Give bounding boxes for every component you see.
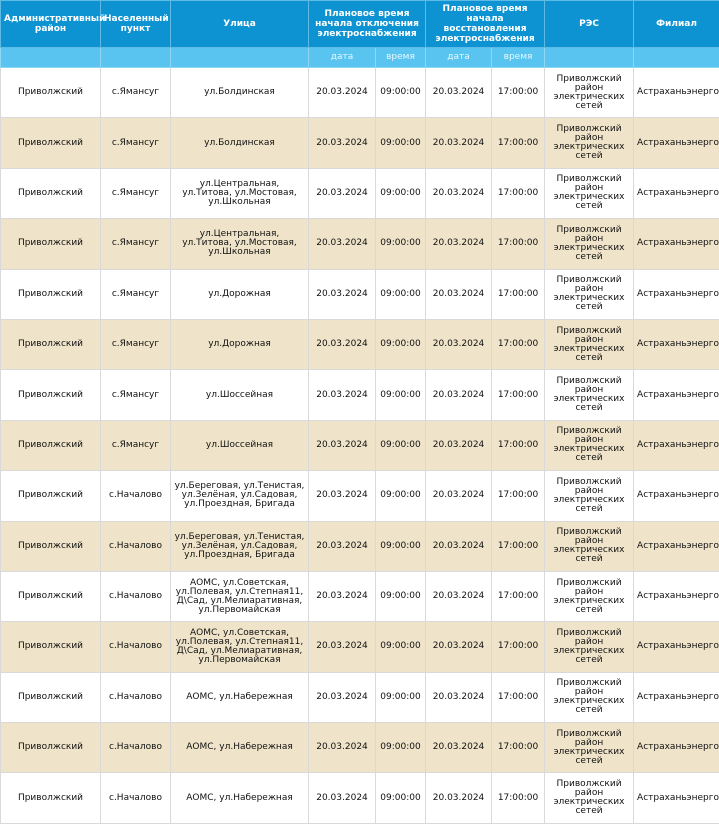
cell-branch: Астраханьэнерго — [634, 219, 719, 269]
cell-settlement: с.Ямансуг — [101, 319, 171, 369]
header-district: Административный район — [1, 1, 101, 48]
cell-settlement: с.Началово — [101, 773, 171, 823]
header-branch: Филиал — [634, 1, 719, 48]
cell-off-time: 09:00:00 — [376, 370, 426, 420]
header-res: РЭС — [545, 1, 634, 48]
table-row — [1, 269, 719, 319]
cell-district: Приволжский — [1, 723, 101, 773]
cell-off-time: 09:00:00 — [376, 269, 426, 319]
cell-branch: Астраханьэнерго — [634, 723, 719, 773]
cell-on-time: 17:00:00 — [492, 219, 545, 269]
cell-branch: Астраханьэнерго — [634, 622, 719, 672]
cell-branch: Астраханьэнерго — [634, 319, 719, 369]
cell-on-date: 20.03.2024 — [426, 723, 492, 773]
cell-off-date: 20.03.2024 — [309, 118, 376, 168]
cell-street: АОМС, ул.Набережная — [171, 672, 309, 722]
cell-branch: Астраханьэнерго — [634, 672, 719, 722]
cell-on-time: 17:00:00 — [492, 773, 545, 823]
cell-district: Приволжский — [1, 68, 101, 118]
cell-on-date: 20.03.2024 — [426, 68, 492, 118]
cell-off-time: 09:00:00 — [376, 622, 426, 672]
cell-settlement: с.Началово — [101, 521, 171, 571]
cell-off-date: 20.03.2024 — [309, 672, 376, 722]
cell-on-time: 17:00:00 — [492, 370, 545, 420]
cell-street: ул.Болдинская — [171, 118, 309, 168]
cell-street: ул.Шоссейная — [171, 370, 309, 420]
header-settlement: Населенный пункт — [101, 1, 171, 48]
cell-street: ул.Дорожная — [171, 319, 309, 369]
cell-settlement: с.Ямансуг — [101, 269, 171, 319]
table-row — [1, 672, 719, 722]
subheader-empty — [101, 48, 171, 68]
cell-on-date: 20.03.2024 — [426, 319, 492, 369]
cell-off-date: 20.03.2024 — [309, 471, 376, 521]
cell-res: Приволжский район электрических сетей — [545, 168, 634, 218]
table-row — [1, 319, 719, 369]
subheader-empty — [634, 48, 719, 68]
cell-off-date: 20.03.2024 — [309, 571, 376, 621]
cell-res: Приволжский район электрических сетей — [545, 420, 634, 470]
cell-district: Приволжский — [1, 521, 101, 571]
cell-off-time: 09:00:00 — [376, 471, 426, 521]
cell-res: Приволжский район электрических сетей — [545, 471, 634, 521]
cell-district: Приволжский — [1, 269, 101, 319]
cell-district: Приволжский — [1, 319, 101, 369]
cell-off-time: 09:00:00 — [376, 68, 426, 118]
cell-on-date: 20.03.2024 — [426, 471, 492, 521]
cell-district: Приволжский — [1, 471, 101, 521]
subheader-empty — [1, 48, 101, 68]
cell-on-date: 20.03.2024 — [426, 219, 492, 269]
cell-street: АОМС, ул.Советская, ул.Полевая, ул.Степная11, Д\Сад, ул.Мелиаративная, ул.Первомайская — [171, 622, 309, 672]
cell-res: Приволжский район электрических сетей — [545, 370, 634, 420]
table-row — [1, 168, 719, 218]
cell-off-time: 09:00:00 — [376, 723, 426, 773]
cell-off-date: 20.03.2024 — [309, 521, 376, 571]
header-off-time: Плановое время начала отключения электроснабжения — [309, 1, 426, 48]
cell-branch: Астраханьэнерго — [634, 370, 719, 420]
cell-res: Приволжский район электрических сетей — [545, 521, 634, 571]
cell-off-time: 09:00:00 — [376, 521, 426, 571]
cell-off-time: 09:00:00 — [376, 420, 426, 470]
cell-street: ул.Шоссейная — [171, 420, 309, 470]
cell-district: Приволжский — [1, 118, 101, 168]
cell-district: Приволжский — [1, 571, 101, 621]
cell-branch: Астраханьэнерго — [634, 118, 719, 168]
cell-street: АОМС, ул.Советская, ул.Полевая, ул.Степная11, Д\Сад, ул.Мелиаративная, ул.Первомайская — [171, 571, 309, 621]
subheader-on-time: время — [492, 48, 545, 68]
subheader-on-date: дата — [426, 48, 492, 68]
table-row — [1, 571, 719, 621]
table-row — [1, 622, 719, 672]
cell-on-date: 20.03.2024 — [426, 370, 492, 420]
cell-off-time: 09:00:00 — [376, 571, 426, 621]
cell-res: Приволжский район электрических сетей — [545, 319, 634, 369]
cell-on-time: 17:00:00 — [492, 571, 545, 621]
table-row — [1, 723, 719, 773]
cell-settlement: с.Ямансуг — [101, 68, 171, 118]
cell-off-date: 20.03.2024 — [309, 773, 376, 823]
cell-off-date: 20.03.2024 — [309, 723, 376, 773]
cell-off-time: 09:00:00 — [376, 219, 426, 269]
cell-off-time: 09:00:00 — [376, 168, 426, 218]
cell-res: Приволжский район электрических сетей — [545, 269, 634, 319]
cell-on-date: 20.03.2024 — [426, 672, 492, 722]
cell-on-date: 20.03.2024 — [426, 118, 492, 168]
table-row — [1, 118, 719, 168]
cell-on-date: 20.03.2024 — [426, 773, 492, 823]
cell-settlement: с.Началово — [101, 622, 171, 672]
cell-street: АОМС, ул.Набережная — [171, 773, 309, 823]
cell-on-time: 17:00:00 — [492, 521, 545, 571]
cell-res: Приволжский район электрических сетей — [545, 68, 634, 118]
cell-on-time: 17:00:00 — [492, 723, 545, 773]
cell-on-time: 17:00:00 — [492, 622, 545, 672]
subheader-off-date: дата — [309, 48, 376, 68]
table-row — [1, 773, 719, 823]
cell-on-date: 20.03.2024 — [426, 420, 492, 470]
table-row — [1, 420, 719, 470]
cell-district: Приволжский — [1, 219, 101, 269]
cell-res: Приволжский район электрических сетей — [545, 723, 634, 773]
cell-branch: Астраханьэнерго — [634, 521, 719, 571]
cell-branch: Астраханьэнерго — [634, 68, 719, 118]
cell-settlement: с.Ямансуг — [101, 420, 171, 470]
cell-off-date: 20.03.2024 — [309, 420, 376, 470]
cell-settlement: с.Началово — [101, 571, 171, 621]
header-street: Улица — [171, 1, 309, 48]
table-row — [1, 370, 719, 420]
subheader-off-time: время — [376, 48, 426, 68]
cell-off-date: 20.03.2024 — [309, 370, 376, 420]
cell-branch: Астраханьэнерго — [634, 420, 719, 470]
header-on-time: Плановое время начала восстановления электроснабжения — [426, 1, 545, 48]
cell-district: Приволжский — [1, 773, 101, 823]
cell-res: Приволжский район электрических сетей — [545, 672, 634, 722]
cell-settlement: с.Ямансуг — [101, 219, 171, 269]
cell-district: Приволжский — [1, 672, 101, 722]
cell-settlement: с.Ямансуг — [101, 118, 171, 168]
cell-off-time: 09:00:00 — [376, 672, 426, 722]
cell-on-date: 20.03.2024 — [426, 521, 492, 571]
cell-settlement: с.Началово — [101, 672, 171, 722]
cell-street: ул.Центральная, ул.Титова, ул.Мостовая, ул.Школьная — [171, 219, 309, 269]
cell-branch: Астраханьэнерго — [634, 773, 719, 823]
cell-street: ул.Береговая, ул.Тенистая, ул.Зелёная, ул.Садовая, ул.Проездная, Бригада — [171, 521, 309, 571]
cell-street: АОМС, ул.Набережная — [171, 723, 309, 773]
cell-settlement: с.Началово — [101, 471, 171, 521]
cell-district: Приволжский — [1, 370, 101, 420]
cell-street: ул.Центральная, ул.Титова, ул.Мостовая, ул.Школьная — [171, 168, 309, 218]
cell-on-time: 17:00:00 — [492, 68, 545, 118]
cell-off-time: 09:00:00 — [376, 319, 426, 369]
cell-off-date: 20.03.2024 — [309, 68, 376, 118]
table-row — [1, 521, 719, 571]
cell-res: Приволжский район электрических сетей — [545, 571, 634, 621]
subheader-empty — [545, 48, 634, 68]
header-row — [1, 1, 719, 48]
subheader-empty — [171, 48, 309, 68]
cell-branch: Астраханьэнерго — [634, 471, 719, 521]
cell-off-date: 20.03.2024 — [309, 168, 376, 218]
cell-off-date: 20.03.2024 — [309, 219, 376, 269]
cell-off-time: 09:00:00 — [376, 773, 426, 823]
cell-off-date: 20.03.2024 — [309, 319, 376, 369]
cell-street: ул.Дорожная — [171, 269, 309, 319]
table-row — [1, 471, 719, 521]
subheader-row — [1, 48, 719, 68]
cell-res: Приволжский район электрических сетей — [545, 118, 634, 168]
cell-on-time: 17:00:00 — [492, 168, 545, 218]
cell-res: Приволжский район электрических сетей — [545, 773, 634, 823]
cell-on-time: 17:00:00 — [492, 471, 545, 521]
cell-on-time: 17:00:00 — [492, 118, 545, 168]
cell-street: ул.Болдинская — [171, 68, 309, 118]
cell-on-time: 17:00:00 — [492, 420, 545, 470]
table-row — [1, 219, 719, 269]
cell-branch: Астраханьэнерго — [634, 269, 719, 319]
table-row — [1, 68, 719, 118]
cell-off-time: 09:00:00 — [376, 118, 426, 168]
cell-branch: Астраханьэнерго — [634, 168, 719, 218]
cell-street: ул.Береговая, ул.Тенистая, ул.Зелёная, ул.Садовая, ул.Проездная, Бригада — [171, 471, 309, 521]
cell-district: Приволжский — [1, 168, 101, 218]
cell-on-time: 17:00:00 — [492, 269, 545, 319]
cell-settlement: с.Ямансуг — [101, 370, 171, 420]
cell-on-date: 20.03.2024 — [426, 168, 492, 218]
cell-res: Приволжский район электрических сетей — [545, 219, 634, 269]
cell-off-date: 20.03.2024 — [309, 622, 376, 672]
cell-settlement: с.Ямансуг — [101, 168, 171, 218]
cell-on-date: 20.03.2024 — [426, 269, 492, 319]
cell-off-date: 20.03.2024 — [309, 269, 376, 319]
cell-on-date: 20.03.2024 — [426, 571, 492, 621]
cell-on-time: 17:00:00 — [492, 319, 545, 369]
cell-district: Приволжский — [1, 622, 101, 672]
cell-district: Приволжский — [1, 420, 101, 470]
cell-branch: Астраханьэнерго — [634, 571, 719, 621]
cell-res: Приволжский район электрических сетей — [545, 622, 634, 672]
cell-settlement: с.Началово — [101, 723, 171, 773]
cell-on-time: 17:00:00 — [492, 672, 545, 722]
cell-on-date: 20.03.2024 — [426, 622, 492, 672]
